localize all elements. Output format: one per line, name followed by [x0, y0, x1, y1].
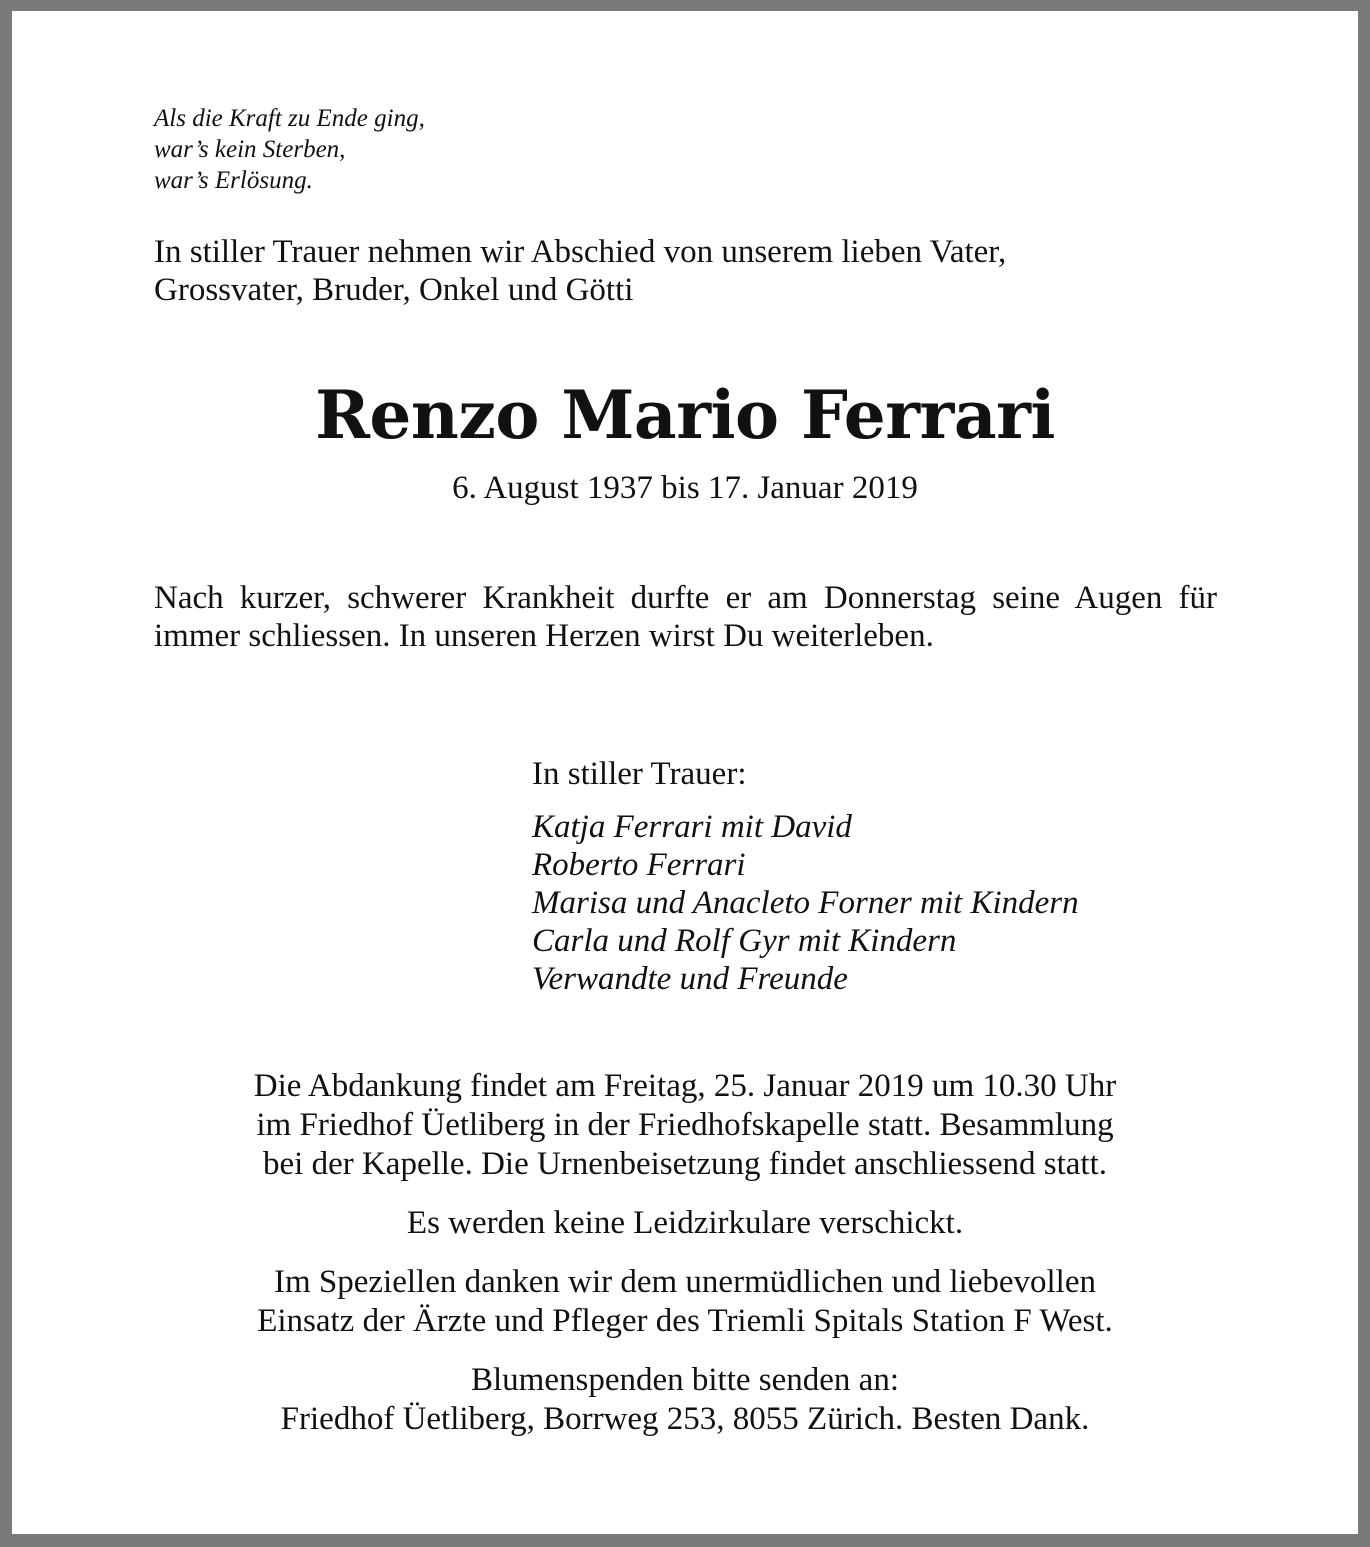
- intro-line: In stiller Trauer nehmen wir Abschied von unserem lieben Vater,: [154, 234, 1007, 270]
- motto-line: Als die Kraft zu Ende ging,: [154, 105, 425, 132]
- intro-text: [154, 233, 1234, 309]
- life-dates: 6. August 1937 bis 17. Januar 2019: [452, 470, 918, 506]
- mourner-name: Verwandte und Freunde: [532, 961, 848, 997]
- motto-line: war’s kein Sterben,: [154, 136, 346, 163]
- message-paragraph: Nach kurzer, schwerer Krankheit durfte er am Donnerstag seine Augen für immer schliessen. In unseren Herzen wirst Du weiterleben.: [154, 580, 1217, 654]
- obituary-page: [12, 11, 1358, 1534]
- motto-line: war’s Erlösung.: [154, 167, 313, 194]
- flower-donations: [12, 1361, 1358, 1439]
- no-cards-notice: Es werden keine Leidzirkulare verschickt.: [406, 1205, 964, 1241]
- mourner-name: Roberto Ferrari: [532, 847, 746, 883]
- thanks-line: Einsatz der Ärzte und Pfleger des Triemli Spitals Station F West.: [257, 1303, 1113, 1339]
- mourner-name: Carla und Rolf Gyr mit Kindern: [532, 923, 957, 959]
- flowers-line: Friedhof Üetliberg, Borrweg 253, 8055 Zürich. Besten Dank.: [280, 1401, 1090, 1437]
- ceremony-line: Die Abdankung findet am Freitag, 25. Januar 2019 um 10.30 Uhr: [253, 1068, 1117, 1104]
- thanks-note: [12, 1263, 1358, 1341]
- thanks-line: Im Speziellen danken wir dem unermüdlichen und liebevollen: [273, 1264, 1096, 1300]
- motto-verse: [154, 103, 425, 196]
- mourner-name: Marisa und Anacleto Forner mit Kindern: [532, 885, 1079, 921]
- ceremony-line: im Friedhof Üetliberg in der Friedhofskapelle statt. Besammlung: [256, 1107, 1114, 1143]
- mourners-heading: In stiller Trauer:: [532, 756, 747, 792]
- intro-line: Grossvater, Bruder, Onkel und Götti: [154, 272, 634, 308]
- mourners-list: [532, 808, 1079, 998]
- flowers-line: Blumenspenden bitte senden an:: [471, 1362, 899, 1398]
- deceased-name: Renzo Mario Ferrari: [315, 376, 1055, 454]
- ceremony-info: [12, 1067, 1358, 1184]
- mourner-name: Katja Ferrari mit David: [532, 809, 852, 845]
- ceremony-line: bei der Kapelle. Die Urnenbeisetzung findet anschliessend statt.: [263, 1146, 1107, 1182]
